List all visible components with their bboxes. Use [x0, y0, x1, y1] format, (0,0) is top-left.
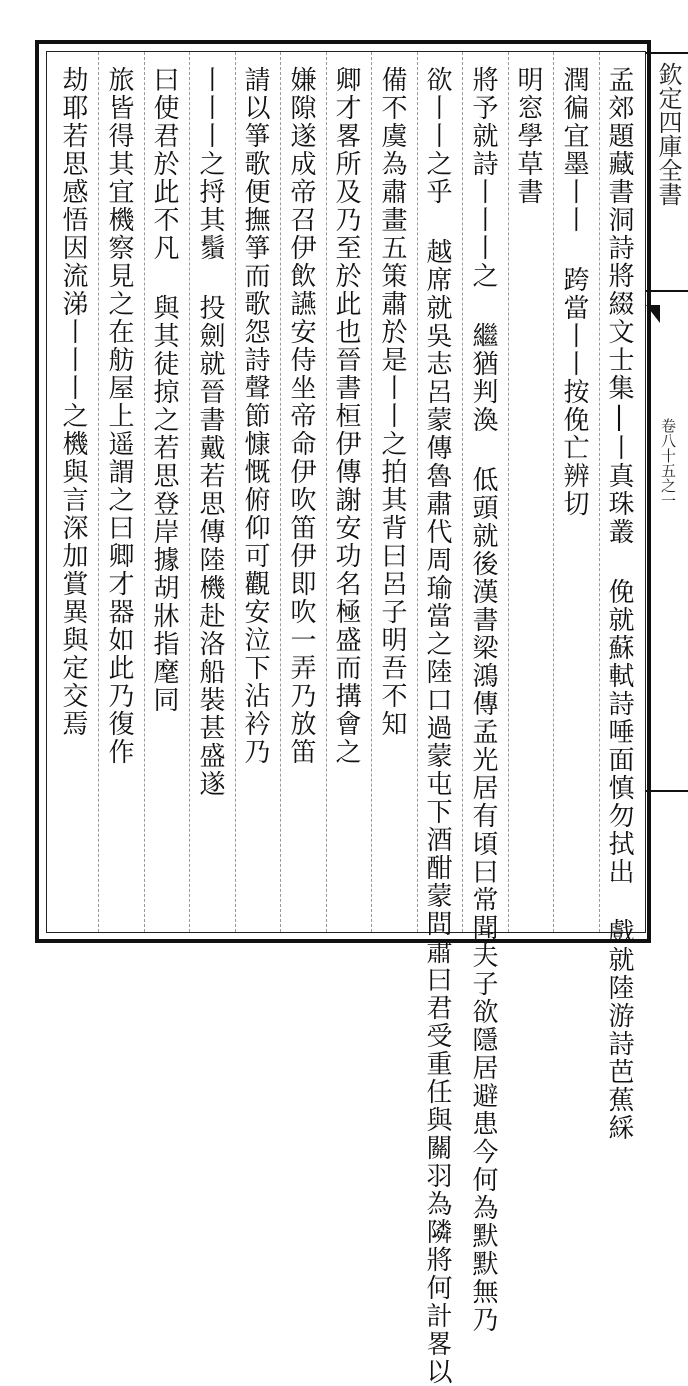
column-rule	[508, 52, 509, 932]
column-rule	[98, 52, 99, 932]
column-rule	[235, 52, 236, 932]
column-rule	[144, 52, 145, 932]
text-column-12: 旅皆得其宜機察見之在舫屋上遥謂之曰卿才器如此乃復作	[104, 66, 134, 766]
column-rule	[326, 52, 327, 932]
text-column-4: 將予就詩丨丨丨之 繼猶判渙 低頭就後漢書梁鴻傳孟光居有頃曰常聞夫子欲隱居避患今何為默默無乃	[468, 66, 498, 1334]
text-column-1: 孟郊題藏書洞詩將綴文士集|丨真珠叢 俛就蘇軾詩唾面慎勿拭出 戲就陸游詩芭蕉綵	[604, 66, 634, 1142]
text-column-5: 欲丨丨之乎 越席就吳志呂蒙傳魯肅代周瑜當之陸口過蒙屯下酒酣蒙問肅曰君受重任與關羽為隣將何計畧以	[422, 66, 452, 1386]
text-column-9: 請以箏歌便撫箏而歌怨詩聲節慷慨俯仰可觀安泣下沾衿乃	[240, 66, 270, 766]
column-rule	[280, 52, 281, 932]
text-column-2: 潤徧宜墨丨丨 跨當丨丨按俛亡辨切	[559, 66, 589, 518]
text-column-8: 嫌隙遂成帝召伊飲讌安侍坐帝命伊吹笛伊即吹一弄乃放笛	[286, 66, 316, 766]
text-column-7: 卿才畧所及乃至於此也晉書桓伊傳謝安功名極盛而搆會之	[331, 66, 361, 766]
text-column-11: 曰使君於此不凡 與其徒掠之若思登岸據胡牀指麾同	[149, 66, 179, 714]
fish-tail-mark	[646, 305, 660, 323]
text-column-3: 明窓學草書	[513, 66, 543, 206]
text-column-13: 劫耶若思感悟因流涕丨丨丨之機與言深加賞異與定交焉	[58, 66, 88, 738]
text-column-10: 丨丨丨之捋其鬚 投劍就晉書戴若思傳陸機赴洛船裝甚盛遂	[195, 66, 225, 798]
column-rule	[462, 52, 463, 932]
column-rule	[599, 52, 600, 932]
book-title: 欽定四庫全書	[654, 62, 682, 206]
edge-rule-top	[646, 52, 688, 54]
edge-rule-low	[646, 790, 688, 792]
volume-label: 卷八十五之一	[659, 418, 677, 508]
column-rule	[553, 52, 554, 932]
column-rule	[189, 52, 190, 932]
column-rule	[417, 52, 418, 932]
column-rule	[371, 52, 372, 932]
text-column-6: 備不虞為肅畫五策肅於是丨丨之拍其背曰呂子明吾不知	[377, 66, 407, 738]
edge-rule-mid	[646, 290, 688, 292]
